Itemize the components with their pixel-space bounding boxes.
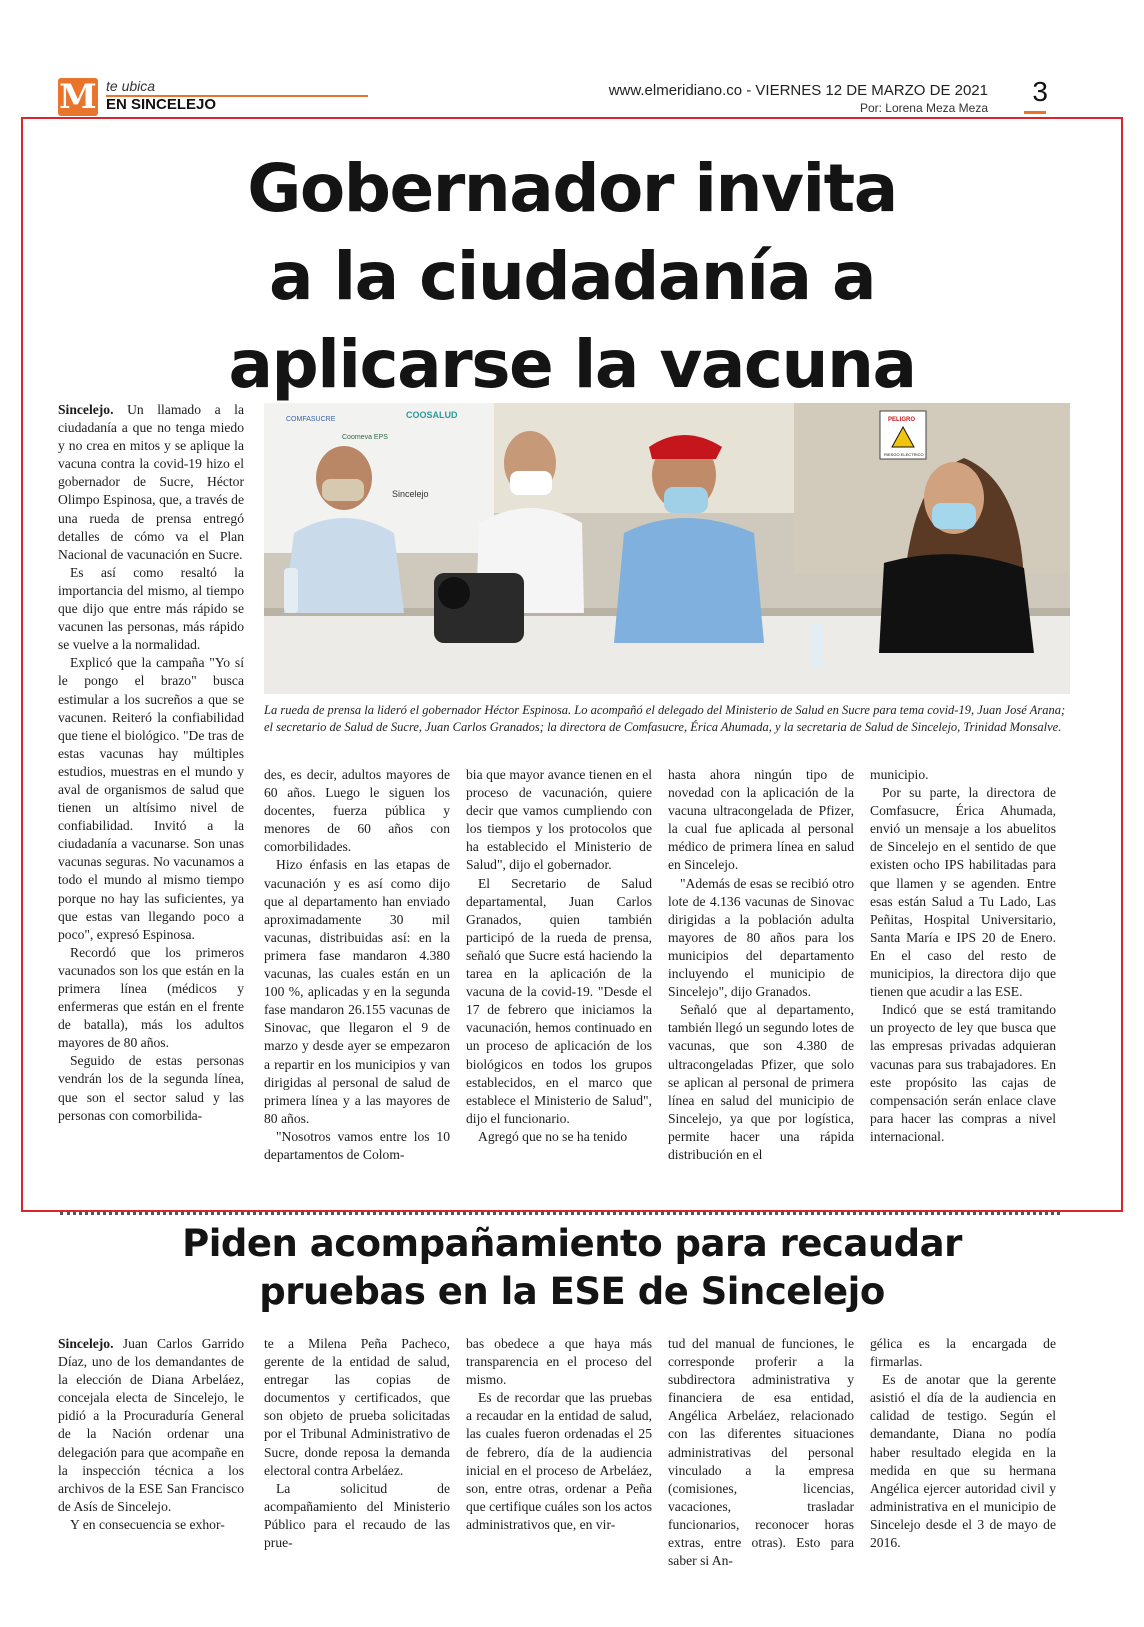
press-conference-photo bbox=[264, 403, 1070, 694]
article1-col3-p3: Agregó que no se ha tenido bbox=[478, 1128, 628, 1144]
article2-column-4 bbox=[668, 1335, 854, 1570]
main-headline bbox=[40, 145, 1104, 409]
headline-line-2: a la ciudadanía a bbox=[268, 238, 876, 315]
article1-col2-p2: Hizo énfasis en las etapas de vacunación y es así como dijo que al departamento han enviado aproximadamente 30 mil vacunas, distribuidas así: en la primera fase mandaron 4.380 vacunas, las cuales están en un 100 %, aplicadas y en la segunda fase mandaron 26.155 vacunas de Sinovac, que llegaron el 9 de marzo y desde ayer se empezaron a repartir en los municipios y van dirigidas al personal de salud de primera línea y a las mayores de 80 años. bbox=[264, 857, 450, 1126]
section-name: EN SINCELEJO bbox=[106, 96, 217, 113]
article2-col3-p1: bas obedece a que haya más transparencia en el proceso del mismo. bbox=[466, 1336, 652, 1388]
site-and-date: www.elmeridiano.co - VIERNES 12 DE MARZO DE 2021 bbox=[608, 82, 988, 99]
photo-logo-sincelejo: Sincelejo bbox=[392, 489, 429, 499]
article1-column-4 bbox=[668, 766, 854, 1164]
newspaper-logo bbox=[58, 78, 98, 116]
article2-column-1 bbox=[58, 1335, 244, 1534]
article1-column-1 bbox=[58, 401, 244, 1125]
article1-col1-p1-text: Un llamado a la ciudadanía a que no tenga miedo y no crea en mitos y se aplique la vacuna contra la covid-19 hizo el gobernador de Sucre, Héctor Olimpo Espinosa, que, a través de una rueda de prensa entregó detalles de cómo va el Plan Nacional de vacunación en Sucre. bbox=[58, 402, 244, 562]
article2-col1-p1-text: Juan Carlos Garrido Díaz, uno de los demandantes de la elección de Diana Arbeláez, concejala electa de Sincelejo, le pidió a la Procuraduría General de la Nación ordenar una delegación para que acompañe en la inspección técnica a los archivos de la ESE San Francisco de Asís de Sincelejo. bbox=[58, 1336, 245, 1514]
photo-logo-coomeva: Coomeva EPS bbox=[342, 434, 388, 441]
article1-col1-p2: Es así como resaltó la importancia del mismo, al tiempo que dijo que entre más rápido se vacunen las personas, más rápido se vuelve a la normalidad. bbox=[58, 564, 244, 653]
photo-caption: La rueda de prensa la lideró el gobernador Héctor Espinosa. Lo acompañó el delegado del Ministerio de Salud en Sucre para tema covid-19, Juan José Arana; el secretario de Salud de Sucre, Juan Carlos Granados; la directora de Comfasucre, Érica Ahumada, y la secretaria de Salud de Sincelejo, Trinidad Monsalve. bbox=[264, 703, 1066, 734]
article1-col5-p3: Indicó que se está tramitando un proyecto de ley que busca que las empresas privadas adquieran vacunas para sus trabajadores. En este propósito las cajas de compensación serán enlace clave para hacer las compras a nivel internacional. bbox=[870, 1002, 1056, 1144]
headline-line-1: Gobernador invita bbox=[247, 150, 897, 227]
article1-col2-p1: des, es decir, adultos mayores de 60 años. Luego le siguen los docentes, fuerza pública y menores de 60 años con comorbilidades. bbox=[264, 767, 450, 855]
headline2-line-1: Piden acompañamiento para recaudar bbox=[182, 1222, 962, 1265]
dateline: Sincelejo. bbox=[58, 402, 114, 417]
headline2-line-2: pruebas en la ESE de Sincelejo bbox=[259, 1270, 885, 1313]
dotted-separator bbox=[60, 1212, 1060, 1215]
article1-col2-p3: "Nosotros vamos entre los 10 departamentos de Colom- bbox=[264, 1128, 450, 1162]
article1-col1-p4: Recordó que los primeros vacunados son los que están en la primera línea (médicos y enfermeras que están en el frente de batalla), más los adultos mayores de 80 años. bbox=[58, 944, 244, 1051]
byline: Por: Lorena Meza Meza bbox=[859, 101, 988, 115]
tagline: te ubica bbox=[106, 78, 156, 94]
article2-col1-p2: Y en consecuencia se exhor- bbox=[70, 1516, 225, 1532]
article2-col2-p2: La solicitud de acompañamiento del Ministerio Público para el recaudo de las prue- bbox=[264, 1480, 450, 1551]
article1-col4-p2: "Además de esas se recibió otro lote de 4.136 vacunas de Sinovac dirigidas a la población adulta mayores de 80 años para los municipios del departamento incluyendo el municipio de Sincelejo", dijo Granados. bbox=[668, 875, 854, 1000]
article2-column-3 bbox=[466, 1335, 652, 1534]
article2-column-2 bbox=[264, 1335, 450, 1552]
page-header bbox=[58, 78, 1048, 120]
article1-col1-p5: Seguido de estas personas vendrán los de la segunda línea, que son el sector salud y las personas con comorbilida- bbox=[58, 1053, 244, 1123]
photo-logo-coosalud: COOSALUD bbox=[406, 410, 458, 420]
article2-col1-p1 bbox=[58, 1335, 244, 1516]
headline-line-3: aplicarse la vacuna bbox=[228, 326, 916, 403]
article1-col5-p2: Por su parte, la directora de Comfasucre, Érica Ahumada, envió un mensaje a los abuelitos de Sincelejo en el sentido de que existen ocho IPS habilitadas para que llamen y se agenden. Entre esas están Salud a Tu Lado, Las Peñitas, Hospital Universitario, Santa María e IPS 20 de Enero. En el caso del resto de municipios, la directora dijo que tienen que acudir a las ESE. bbox=[870, 785, 1056, 1000]
photo-sign-riesgo: RIESGO ELECTRICO bbox=[884, 452, 924, 457]
article1-column-5 bbox=[870, 766, 1056, 1146]
article2-col4-p1: tud del manual de funciones, le corresponde proferir a la subdirectora administrativa y financiera de esa entidad, Angélica Arbeláez, relacionado con las diferentes situaciones administrativas del personal vinculado a la empresa (comisiones, licencias, vacaciones, trasladar funcionarios, reconocer horas extras, entre otras). Esto para saber si An- bbox=[668, 1336, 854, 1569]
article1-column-3 bbox=[466, 766, 652, 1146]
article2-col5-p2: Es de anotar que la gerente asistió el día de la audiencia en calidad de testigo. Según el demandante, Diana no podía haber resultado elegida en la medida en que su hermana Angélica ejercer autoridad civil y administrativa en el municipio de Sincelejo desde el 3 de mayo de 2016. bbox=[870, 1372, 1056, 1551]
article1-col4-p1: hasta ahora ningún tipo de novedad con la aplicación de la vacuna ultracongelada de Pfizer, la cual fue aplicada al personal médico de primera línea en salud en Sincelejo. bbox=[668, 767, 854, 873]
article1-col4-p3: Señaló que al departamento, también llegó un segundo lotes de vacunas, que son 4.380 de ultracongeladas Pfizer, que solo se aplican al personal de primera línea en salud del municipio de Sincelejo, ya que por logística, permite hacer una rápida distribución en el bbox=[668, 1002, 854, 1162]
article1-col5-p1: municipio. bbox=[870, 767, 929, 782]
second-headline bbox=[40, 1220, 1104, 1316]
article2-col5-p1: gélica es la encargada de firmarlas. bbox=[870, 1336, 1056, 1370]
photo-logo-comfasucre: COMFASUCRE bbox=[286, 416, 336, 423]
article2-col3-p2: Es de recordar que las pruebas a recaudar en la entidad de salud, las cuales fueron ordenadas el 25 de febrero, día de la audiencia inicial en el proceso de Arbeláez, son, entre otras, ordenar a Peña que certifique cuáles son los actos administrativos que, en vir- bbox=[466, 1390, 652, 1532]
photo-sign-peligro: PELIGRO bbox=[888, 417, 916, 423]
article1-column-2 bbox=[264, 766, 450, 1164]
logo-letter: M bbox=[59, 77, 97, 117]
page-number-rule bbox=[1024, 111, 1046, 114]
article1-col3-p2: El Secretario de Salud departamental, Juan Carlos Granados, quien también participó de la rueda de prensa, señaló que Sucre está haciendo la tarea en la aplicación de la vacuna de la covid-19. "Desde el 17 de febrero que iniciamos la vacunación, hemos continuado en un proceso de aplicación de los biológicos en todos los grupos establecidos, en el marco que establece el Ministerio de Salud", dijo el funcionario. bbox=[466, 875, 652, 1126]
page-number: 3 bbox=[1032, 76, 1048, 107]
article2-col2-p1: te a Milena Peña Pacheco, gerente de la entidad de salud, entregar las copias de documentos y certificados, que son objeto de prueba solicitadas por el Tribunal Administrativo de Sucre, donde reposa la demanda electoral contra Arbeláez. bbox=[264, 1336, 450, 1478]
article1-col1-p3: Explicó que la campaña "Yo sí le pongo el brazo" busca estimular a los sucreños a que se vacunen. Reiteró la confiabilidad que tiene el biológico. "De tras de estas vacunas hay múltiples estudios, muestras en el mundo y aval de organismos de salud que tienen un altísimo nivel de confiabilidad. Invitó a la ciudadanía a vacunarse. Son unas vacunas seguras. No vacunamos a todo el mundo al mismo tiempo porque no hay las suficientes, ya que estas van llegando poco a poco", expresó Espinosa. bbox=[58, 655, 244, 942]
dateline2: Sincelejo. bbox=[58, 1336, 114, 1351]
article2-column-5 bbox=[870, 1335, 1056, 1552]
article1-col1-p1 bbox=[58, 401, 244, 564]
article1-col3-p1: bia que mayor avance tienen en el proceso de vacunación, quiere decir que vamos cumpliendo con los tiempos y los protocolos que ha establecido el Ministerio de Salud", dijo el gobernador. bbox=[466, 767, 652, 873]
